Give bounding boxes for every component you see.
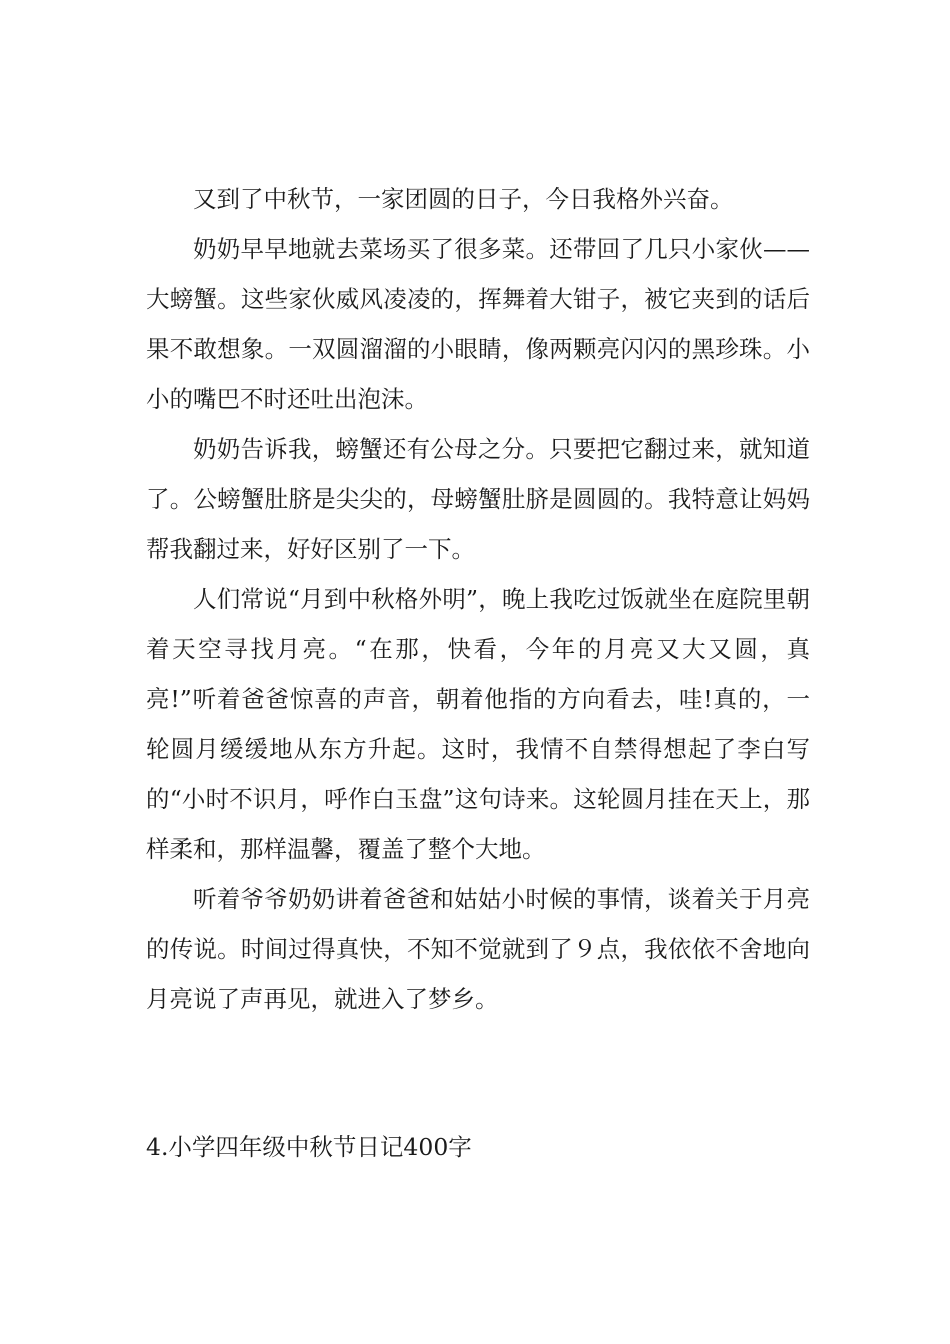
paragraph-4: 人们常说“月到中秋格外明”，晚上我吃过饭就坐在庭院里朝着天空寻找月亮。“在那，快看，今年的月亮又大又圆，真亮!”听着爸爸惊喜的声音，朝着他指的方向看去，哇!真的，一轮圆月缓缓地从东方升起。这时，我情不自禁得想起了李白写的“小时不识月，呼作白玉盘”这句诗来。这轮圆月挂在天上，那样柔和，那样温馨，覆盖了整个大地。 [146, 585, 810, 863]
paragraph-5: 听着爷爷奶奶讲着爸爸和姑姑小时候的事情，谈着关于月亮的传说。时间过得真快，不知不觉就到了９点，我依依不舍地向月亮说了声再见，就进入了梦乡。 [146, 885, 810, 1013]
paragraph-3: 奶奶告诉我，螃蟹还有公母之分。只要把它翻过来，就知道了。公螃蟹肚脐是尖尖的，母螃蟹肚脐是圆圆的。我特意让妈妈帮我翻过来，好好区别了一下。 [146, 435, 810, 563]
section-heading: 4.小学四年级中秋节日记400字 [146, 1133, 472, 1161]
document-body [146, 174, 810, 1024]
paragraph-2: 奶奶早早地就去菜场买了很多菜。还带回了几只小家伙——大螃蟹。这些家伙威风凌凌的，挥舞着大钳子，被它夹到的话后果不敢想象。一双圆溜溜的小眼睛，像两颗亮闪闪的黑珍珠。小小的嘴巴不时还吐出泡沫。 [146, 235, 810, 413]
paragraph-1: 又到了中秋节，一家团圆的日子，今日我格外兴奋。 [193, 185, 734, 213]
